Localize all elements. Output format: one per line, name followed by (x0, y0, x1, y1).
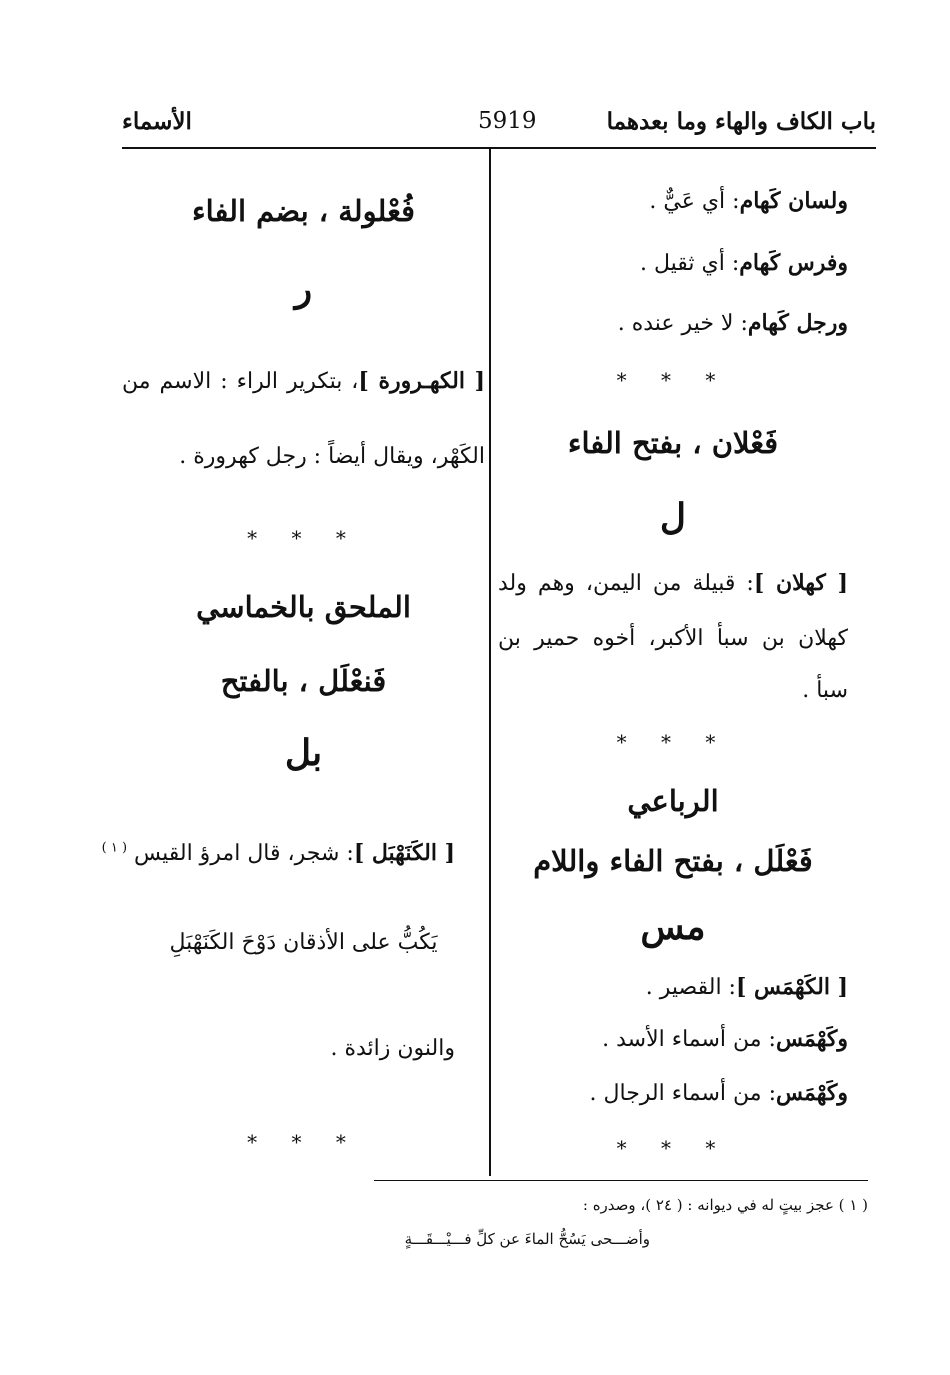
entry-line (498, 1080, 848, 1106)
footnote-verse: وأضـــحى يَسُحُّ الماءَ عن كلِّ فـــيْـــقَـــةٍ (404, 1230, 650, 1248)
root-letters: ل (659, 496, 687, 538)
entry-line: سبأ . (802, 678, 848, 703)
entry-line: كهلان بن سبأ الأكبر، أخوه حمير بن (498, 626, 848, 651)
footnote-text: ( ١ ) عجز بيتٍ له في ديوانه : ( ٢٤ )، وصدره : (582, 1196, 868, 1214)
entry-line: الكَهْر، ويقال أيضاً : رجل كهرورة . (179, 444, 485, 469)
section-title: فَعْلان ، بفتح الفاء (567, 426, 779, 460)
section-title: الرباعي (627, 784, 719, 818)
entry-definition: ، بتكرير الراء : الاسم من (122, 369, 359, 394)
entry-line (498, 570, 848, 596)
entry-line (498, 310, 848, 336)
entry-line (498, 1026, 848, 1052)
running-header-section: الأسماء (122, 108, 192, 135)
entry-definition: : شجر، قال امرؤ القيس (134, 841, 354, 866)
footnote-marker: ( ١ ) (101, 840, 128, 856)
entry-definition: : القصير . (645, 975, 736, 1000)
entry-headword: وكَهْمَس (775, 1080, 848, 1106)
section-separator: * * * (616, 1136, 730, 1160)
entry-definition: : لا خير عنده . (617, 311, 748, 336)
entry-headword: [ الكَنَهْبَل ] (353, 840, 455, 866)
root-letters: بل (284, 732, 323, 774)
entry-definition: : من أسماء الأسد . (602, 1027, 776, 1052)
section-title: فُعْلولة ، بضم الفاء (191, 194, 416, 228)
root-letters: ر (294, 268, 313, 310)
column-divider (489, 148, 491, 1176)
entry-headword: وكَهْمَس (775, 1026, 848, 1052)
entry-line: والنون زائدة . (330, 1036, 455, 1061)
entry-definition: : من أسماء الرجال . (589, 1081, 776, 1106)
entry-definition: : أي ثقيل . (639, 251, 740, 276)
section-separator: * * * (247, 526, 360, 550)
running-header-chapter: باب الكاف والهاء وما بعدهما (606, 108, 876, 135)
entry-headword: ولسان كَهام (739, 188, 848, 214)
entry-line (498, 974, 848, 1000)
entry-headword: [ كهلان ] (753, 570, 848, 596)
entry-headword: ورجل كَهام (747, 310, 848, 336)
section-separator: * * * (616, 730, 730, 754)
verse-line: يَكُبُّ على الأذقان دَوْحَ الكَنَهْبَلِ (169, 930, 438, 955)
entry-headword: وفرس كَهام (739, 250, 848, 276)
root-letters: مس (640, 906, 706, 948)
entry-line (498, 250, 848, 276)
entry-line (101, 840, 455, 866)
page-number: 5919 (478, 108, 537, 134)
entry-definition: : قبيلة من اليمن، وهم ولد (498, 571, 754, 596)
entry-headword: [ الكهـرورة ] (358, 368, 486, 394)
entry-definition: : أي عَيٌّ . (649, 189, 740, 214)
section-title: الملحق بالخماسي (196, 590, 411, 624)
header-rule (122, 147, 876, 149)
footnote-rule (374, 1180, 868, 1181)
entry-headword: [ الكَهْمَس ] (735, 974, 848, 1000)
entry-line (498, 188, 848, 214)
section-title: فَعْلَل ، بفتح الفاء واللام (533, 844, 813, 878)
section-separator: * * * (616, 368, 730, 392)
section-separator: * * * (247, 1130, 360, 1154)
section-title: فَنعْلَل ، بالفتح (220, 664, 387, 698)
entry-line (122, 368, 485, 394)
